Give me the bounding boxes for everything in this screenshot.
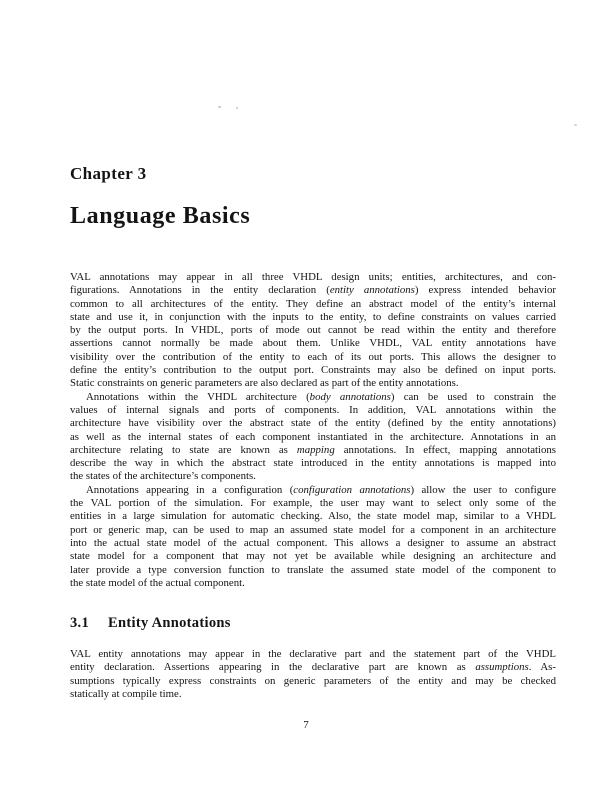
text-line xyxy=(70,337,556,350)
text-segment: statically at compile time. xyxy=(70,687,182,700)
italic-text: entity annotations xyxy=(329,284,415,297)
page-number: 7 xyxy=(303,719,309,731)
text-line xyxy=(70,470,556,483)
text-segment: . As- xyxy=(528,661,556,674)
text-line xyxy=(70,510,556,523)
text-line xyxy=(70,537,556,550)
text-segment: ) express intended behavior xyxy=(414,284,556,297)
scan-speck xyxy=(574,124,577,126)
text-line xyxy=(70,284,556,297)
text-line xyxy=(70,550,556,563)
italic-text: body annotations xyxy=(309,390,391,403)
text-segment: annotations. In effect, mapping annotations xyxy=(334,443,556,456)
text-segment: VAL entity annotations may appear in the declarative part and the statement part of the VHDL xyxy=(70,648,556,660)
text-segment: sumptions typically express constraints on generic parameters of the entity and may be checked xyxy=(70,674,556,687)
text-line xyxy=(70,577,556,590)
text-line xyxy=(70,564,556,577)
text-segment: Annotations within the VHDL architecture ( xyxy=(86,390,310,403)
text-line xyxy=(70,404,556,417)
text-line xyxy=(70,324,556,337)
scan-speck xyxy=(236,107,238,109)
text-line xyxy=(70,497,556,510)
text-segment: state model for a component that may not yet be available while designing an architecture and xyxy=(70,550,556,563)
text-segment: VAL annotations may appear in all three VHDL design units; entities, architectures, and con- xyxy=(70,271,556,283)
chapter-title: Language Basics xyxy=(70,203,251,229)
text-segment: the state model of the actual component. xyxy=(70,576,245,589)
text-line xyxy=(70,391,556,404)
text-line xyxy=(70,364,556,377)
section-title: Entity Annotations xyxy=(108,615,231,631)
text-line xyxy=(70,524,556,537)
text-segment: define the entity’s contribution to the output port. Constraints may also be defined on input ports. xyxy=(70,364,556,377)
paragraph xyxy=(70,271,556,391)
section-heading xyxy=(70,615,231,632)
text-line xyxy=(70,271,556,284)
text-segment: entities in a large simulation for automatic checking. Also, the state model map, similar to a VHDL xyxy=(70,510,556,523)
text-segment: Annotations appearing in a configuration ( xyxy=(86,483,294,496)
text-segment: visibility over the contribution of the entity to each of its out ports. This allows the designer to xyxy=(70,350,556,363)
text-segment: ) allow the user to configure xyxy=(410,483,556,496)
text-segment: ) can be used to constrain the xyxy=(390,390,557,403)
text-segment: state and use it, in conjunction with the inputs to the entity, to define constraints on values carried xyxy=(70,310,556,323)
text-segment: into the actual state model of the actual component. This allows a designer to assume an abstract xyxy=(70,536,556,549)
text-line xyxy=(70,417,556,430)
text-segment: values of internal signals and ports of components. In addition, VAL annotations within the xyxy=(70,403,556,416)
text-line xyxy=(70,298,556,311)
chapter-number: Chapter 3 xyxy=(70,164,147,183)
section-text xyxy=(70,648,556,701)
text-line xyxy=(70,457,556,470)
section-number: 3.1 xyxy=(70,615,90,631)
italic-text: mapping xyxy=(296,443,335,456)
text-segment: assertions cannot normally be made about them. Unlike VHDL, VAL entity annotations have xyxy=(70,337,556,350)
text-segment: the VAL portion of the simulation. For example, the user may want to select only some of the xyxy=(70,497,556,510)
chapter-intro-text xyxy=(70,271,556,590)
text-segment: figurations. Annotations in the entity declaration ( xyxy=(70,284,330,297)
text-segment: architecture relating to state are known as xyxy=(70,443,297,456)
text-segment: as well as the internal states of each component instantiated in the architecture. Annotations in an xyxy=(70,430,556,443)
text-segment: architecture have visibility over the abstract state of the entity (defined by the entity annotations) xyxy=(70,417,556,430)
text-line xyxy=(70,431,556,444)
text-segment: common to all architectures of the entity. They define an abstract model of the entity’s internal xyxy=(70,297,556,310)
text-line xyxy=(70,675,556,688)
paragraph xyxy=(70,391,556,484)
text-segment: entity declaration. Assertions appearing in the declarative part are known as xyxy=(70,661,476,674)
text-line xyxy=(70,661,556,674)
text-segment: Static constraints on generic parameters are also declared as part of the entity annotations. xyxy=(70,377,459,390)
text-segment: later provide a type conversion function to translate the assumed state model of the component to xyxy=(70,563,556,576)
text-line xyxy=(70,444,556,457)
text-segment: describe the way in which the abstract state introduced in the entity annotations is mapped into xyxy=(70,457,556,470)
text-segment: by the output ports. In VHDL, ports of mode out cannot be read within the entity and therefore xyxy=(70,324,556,337)
text-segment: port or generic map, can be used to map an assumed state model for a component in an architecture xyxy=(70,523,556,536)
text-line xyxy=(70,648,556,661)
scan-speck xyxy=(218,106,221,108)
text-segment: the states of the architecture’s components. xyxy=(70,470,256,483)
italic-text: configuration annotations xyxy=(293,483,411,496)
text-line xyxy=(70,351,556,364)
text-line xyxy=(70,484,556,497)
text-line xyxy=(70,377,556,390)
italic-text: assumptions xyxy=(475,661,529,674)
paragraph xyxy=(70,648,556,701)
text-line xyxy=(70,688,556,701)
paragraph xyxy=(70,484,556,590)
text-line xyxy=(70,311,556,324)
